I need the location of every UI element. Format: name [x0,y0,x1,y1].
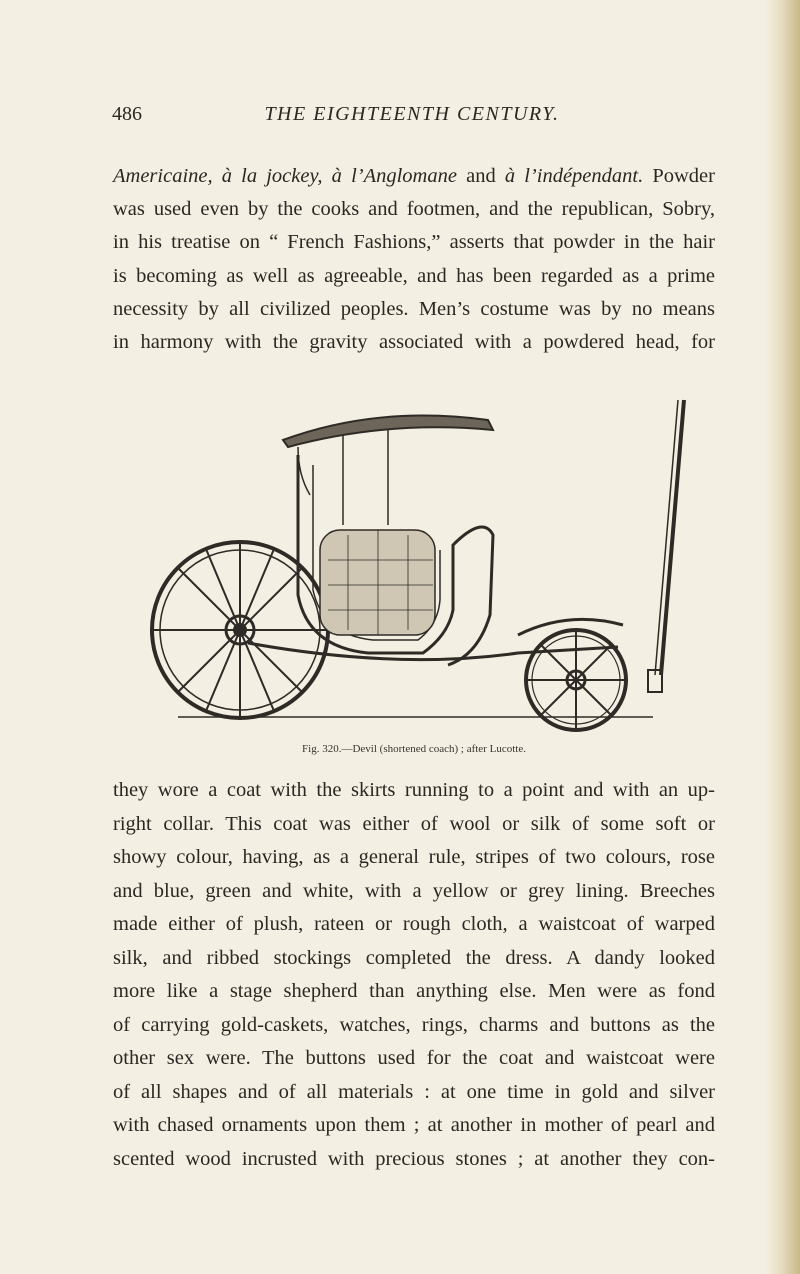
running-title: THE EIGHTEENTH CENTURY. [264,103,560,125]
text-line: made either of plush, rateen or rough cloth, a waistcoat of warped [113,913,715,935]
text-line: more like a stage shepherd than anything else. Men were as fond [113,980,715,1002]
text-line: silk, and ribbed stockings completed the dress. A dandy looked [113,946,715,969]
canopy [283,416,493,526]
paragraph-bottom [113,774,715,1176]
page-edge-shadow [766,0,800,1274]
text-line: is becoming as well as agreeable, and has been regarded as a prime [113,264,715,287]
front-spring [518,619,623,635]
text-line: necessity by all civilized peoples. Men’s costume was by no means [113,297,715,320]
carriage-engraving [148,385,693,735]
text-line: and blue, green and white, with a yellow or grey lining. Breeches [113,879,715,902]
text-line: other sex were. The buttons used for the coat and waistcoat were [113,1047,715,1069]
italic-phrase: Americaine, à la jockey, à l’Anglomane [113,165,457,187]
front-wheel [526,630,626,730]
text-line: in his treatise on “ French Fashions,” asserts that powder in the hair [113,231,715,254]
text-line: Americaine, à la jockey, à l’Anglomane and à l’indépendant. Powder [113,165,715,187]
text-line: with chased ornaments upon them ; at another in mother of pearl and [113,1114,715,1136]
text-line: was used even by the cooks and footmen, and the republican, Sobry, [113,198,715,221]
page-number: 486 [112,103,142,125]
text-line: in harmony with the gravity associated with a powdered head, for [113,331,715,354]
text-line: they wore a coat with the skirts running to a point and with an up- [113,779,715,801]
text-line: showy colour, having, as a general rule, stripes of two colours, rose [113,846,715,868]
text-line: of carrying gold-caskets, watches, rings, charms and buttons as the [113,1013,715,1036]
paragraph-top [113,160,715,359]
text-line: right collar. This coat was either of wool or silk of some soft or [113,812,715,835]
shaft-pole [648,400,684,692]
text-line: scented wood incrusted with precious stones ; at another they con- [113,1147,715,1170]
text-line: of all shapes and of all materials : at one time in gold and silver [113,1080,715,1103]
figure-caption: Fig. 320.—Devil (shortened coach) ; after Lucotte. [302,743,526,755]
running-head [112,103,712,133]
figure-illustration [148,385,693,735]
italic-phrase: à l’indépendant. [504,165,644,187]
rear-wheel [152,542,328,718]
